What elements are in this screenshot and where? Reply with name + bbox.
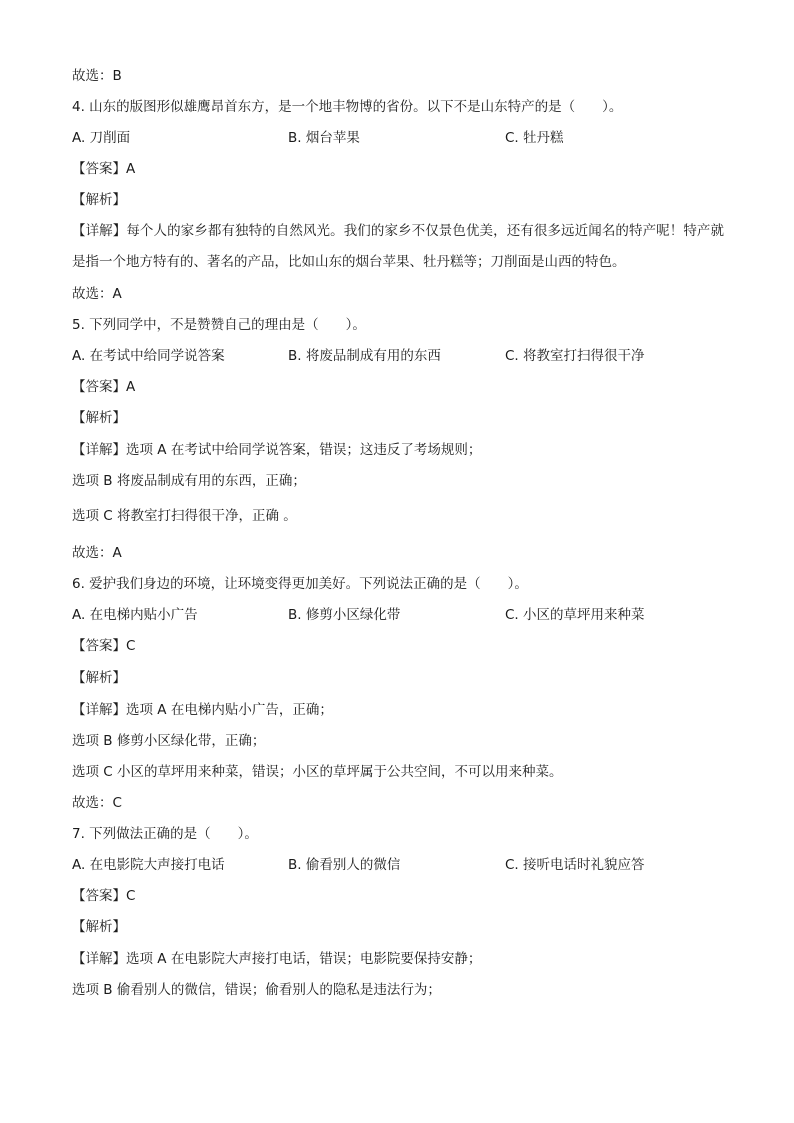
question-5-option-b: B. 将废品制成有用的东西: [288, 348, 441, 364]
question-4-analysis-heading: 【解析】: [72, 192, 126, 208]
question-7-analysis-heading: 【解析】: [72, 919, 126, 935]
question-6-option-b: B. 修剪小区绿化带: [288, 607, 401, 623]
question-5-explanation-a: 【详解】选项 A 在考试中给同学说答案，错误；这违反了考场规则；: [72, 442, 482, 458]
question-7-option-c: C. 接听电话时礼貌应答: [505, 857, 645, 873]
question-7-option-a: A. 在电影院大声接打电话: [72, 857, 225, 873]
question-7-answer: 【答案】C: [72, 888, 136, 904]
question-5-choice: 故选：A: [72, 545, 122, 561]
question-6-stem: 6. 爱护我们身边的环境，让环境变得更加美好。下列说法正确的是（ ）。: [72, 576, 528, 592]
question-5-option-c: C. 将教室打扫得很干净: [505, 348, 645, 364]
question-5-option-a: A. 在考试中给同学说答案: [72, 348, 225, 364]
question-7-stem: 7. 下列做法正确的是（ ）。: [72, 826, 258, 842]
question-4-option-c: C. 牡丹糕: [505, 130, 564, 146]
question-5-explanation-b: 选项 B 将废品制成有用的东西，正确；: [72, 473, 306, 489]
question-7-explanation-b: 选项 B 偷看别人的微信，错误；偷看别人的隐私是违法行为；: [72, 982, 441, 998]
question-4-answer: 【答案】A: [72, 161, 136, 177]
question-6-option-a: A. 在电梯内贴小广告: [72, 607, 198, 623]
question-4-stem: 4. 山东的版图形似雄鹰昂首东方，是一个地丰物博的省份。以下不是山东特产的是（ ）。: [72, 99, 623, 115]
question-5-stem: 5. 下列同学中，不是赞赞自己的理由是（ ）。: [72, 317, 366, 333]
answer-choice-line: 故选：B: [72, 68, 122, 84]
question-5-explanation-c: 选项 C 将教室打扫得很干净，正确 。: [72, 508, 297, 524]
question-6-explanation-b: 选项 B 修剪小区绿化带，正确；: [72, 733, 266, 749]
question-6-explanation-a: 【详解】选项 A 在电梯内贴小广告，正确；: [72, 702, 333, 718]
question-7-option-b: B. 偷看别人的微信: [288, 857, 401, 873]
question-4-option-a: A. 刀削面: [72, 130, 131, 146]
question-6-explanation-c: 选项 C 小区的草坪用来种菜，错误；小区的草坪属于公共空间，不可以用来种菜。: [72, 764, 563, 780]
question-4-explanation: 【详解】每个人的家乡都有独特的自然风光。我们的家乡不仅景色优美，还有很多远近闻名的特产呢！特产就是指一个地方特有的、著名的产品，比如山东的烟台苹果、牡丹糕等；刀削面是山西的特色。: [72, 223, 724, 270]
question-4-choice: 故选：A: [72, 286, 122, 302]
question-4-option-b: B. 烟台苹果: [288, 130, 360, 146]
question-5-answer: 【答案】A: [72, 379, 136, 395]
question-6-option-c: C. 小区的草坪用来种菜: [505, 607, 645, 623]
question-6-answer: 【答案】C: [72, 638, 136, 654]
question-6-choice: 故选：C: [72, 795, 122, 811]
question-6-analysis-heading: 【解析】: [72, 670, 126, 686]
question-7-explanation-a: 【详解】选项 A 在电影院大声接打电话，错误；电影院要保持安静；: [72, 951, 482, 967]
question-5-analysis-heading: 【解析】: [72, 410, 126, 426]
